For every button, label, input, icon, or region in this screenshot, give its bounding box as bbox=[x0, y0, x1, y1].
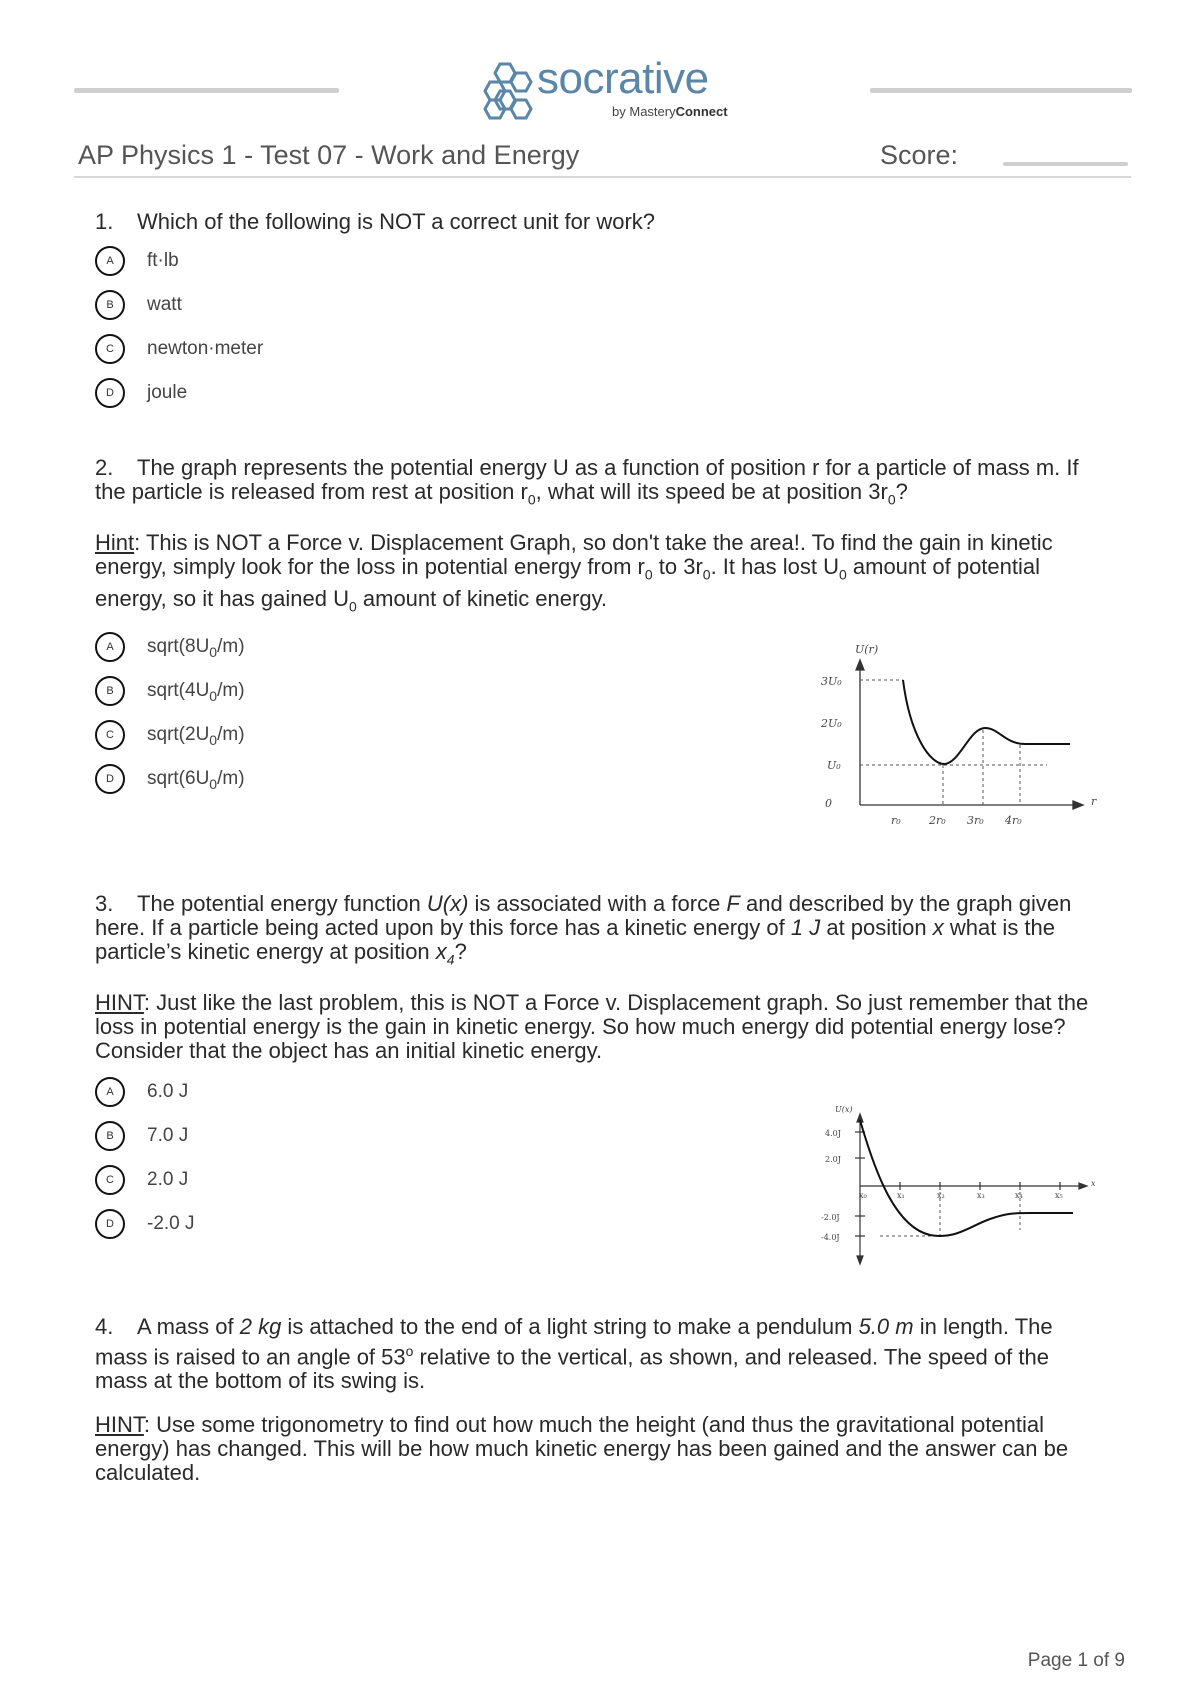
text-run: /m) bbox=[217, 680, 245, 702]
question-3-prompt bbox=[95, 892, 1105, 971]
answer-text bbox=[147, 724, 245, 748]
text-run: ? bbox=[895, 479, 908, 504]
graph-x-label: x bbox=[1091, 1179, 1096, 1188]
graph-x-tick: 3r₀ bbox=[967, 814, 984, 827]
answer-bubble[interactable]: C bbox=[95, 334, 125, 364]
answer-bubble[interactable]: B bbox=[95, 290, 125, 320]
graph-x-tick: x₃ bbox=[977, 1191, 985, 1200]
question-1-prompt bbox=[95, 210, 1105, 234]
text-run: /m) bbox=[217, 768, 245, 790]
text-run: in length. The mass is raised to an angle of 53 bbox=[95, 1314, 1053, 1370]
text-run: . It has lost U bbox=[710, 554, 839, 580]
logo-wordmark: socrative bbox=[537, 54, 709, 103]
hint-label: Hint bbox=[95, 530, 135, 556]
hint-label: HINT bbox=[95, 990, 144, 1016]
graph-x-tick: r₀ bbox=[891, 814, 901, 827]
graph-x-tick: x₄ bbox=[1015, 1191, 1023, 1200]
answer-text: -2.0 J bbox=[147, 1213, 195, 1235]
title-row bbox=[78, 140, 1130, 180]
text-run: to 3r bbox=[652, 554, 703, 580]
graph-y-label: U(r) bbox=[855, 643, 879, 656]
text-run: is attached to the end of a light string to make a pendulum bbox=[281, 1314, 859, 1339]
text-run: The potential energy function bbox=[137, 891, 427, 916]
graph-x-tick: x₂ bbox=[937, 1191, 945, 1200]
subscript: 4 bbox=[446, 951, 455, 968]
answer-options bbox=[95, 242, 1105, 418]
graph-y-arrow-down bbox=[857, 1256, 863, 1264]
graph-y-tick: -2.0J bbox=[821, 1213, 840, 1222]
title-rule bbox=[74, 176, 1131, 178]
text-run: relative to the vertical, as shown, and released. The speed of the mass at the bottom of its swing is. bbox=[95, 1344, 1049, 1394]
subscript: 0 bbox=[887, 491, 896, 508]
logo-by: by bbox=[612, 104, 626, 119]
graph-curve bbox=[903, 680, 1070, 764]
question-2-prompt bbox=[95, 456, 1105, 511]
graph-y-tick: U₀ bbox=[827, 759, 841, 772]
subscript: 0 bbox=[209, 731, 218, 748]
text-run: /m) bbox=[217, 724, 245, 746]
italic-text: U(x) bbox=[426, 891, 469, 916]
graph-y-label: U(x) bbox=[835, 1105, 853, 1114]
question-4-hint bbox=[95, 1413, 1105, 1485]
answer-bubble[interactable]: B bbox=[95, 1121, 125, 1151]
graph-y-tick: 3U₀ bbox=[821, 675, 842, 688]
answer-option-b[interactable] bbox=[95, 286, 1105, 330]
italic-text: F bbox=[726, 891, 740, 916]
graph-x-label: r bbox=[1091, 795, 1097, 808]
question-text: Which of the following is NOT a correct unit for work? bbox=[137, 209, 656, 234]
logo-subtitle bbox=[612, 104, 728, 119]
page-title: AP Physics 1 - Test 07 - Work and Energy bbox=[78, 140, 580, 170]
text-run: ? bbox=[454, 939, 467, 964]
answer-text: ft·lb bbox=[147, 250, 179, 271]
graph-curve bbox=[860, 1120, 1073, 1236]
answer-option-d[interactable] bbox=[95, 374, 1105, 418]
hint-label: HINT bbox=[95, 1412, 144, 1438]
text-run: what is the particle’s kinetic energy at position bbox=[95, 915, 1056, 964]
graph-y-tick: 2.0J bbox=[825, 1155, 841, 1164]
answer-text: watt bbox=[147, 294, 182, 315]
graph-x-tick: x₅ bbox=[1055, 1191, 1063, 1200]
answer-text: 7.0 J bbox=[147, 1125, 189, 1147]
potential-energy-graph-q3 bbox=[815, 1102, 1105, 1277]
answer-text: joule bbox=[147, 382, 188, 403]
logo-mastery: Mastery bbox=[629, 104, 676, 119]
potential-energy-graph-q2 bbox=[815, 640, 1105, 830]
answer-option-a[interactable] bbox=[95, 242, 1105, 286]
text-run: , what will its speed be at position 3r bbox=[535, 479, 888, 504]
graph-y-tick: 4.0J bbox=[825, 1129, 841, 1138]
text-run: amount of potential energy, so it has gained U bbox=[95, 554, 1041, 611]
text-run: /m) bbox=[217, 636, 245, 658]
answer-bubble[interactable]: A bbox=[95, 1077, 125, 1107]
question-1 bbox=[95, 210, 1105, 418]
score-label: Score: bbox=[880, 140, 959, 170]
answer-text bbox=[147, 768, 245, 792]
graph-x-tick: 2r₀ bbox=[929, 814, 946, 827]
question-number: 4. bbox=[95, 1314, 114, 1339]
answer-bubble[interactable]: C bbox=[95, 720, 125, 750]
graph-y-arrow bbox=[856, 660, 864, 670]
answer-text: 6.0 J bbox=[147, 1081, 189, 1103]
answer-text bbox=[147, 680, 245, 704]
graph-x-arrow bbox=[1079, 1183, 1087, 1189]
italic-text: 2 kg bbox=[239, 1314, 282, 1339]
answer-text: 2.0 J bbox=[147, 1169, 189, 1191]
answer-bubble[interactable]: B bbox=[95, 676, 125, 706]
question-number: 3. bbox=[95, 891, 114, 916]
subscript: 0 bbox=[702, 566, 711, 583]
question-number: 2. bbox=[95, 455, 114, 480]
text-run: sqrt(4U bbox=[147, 680, 210, 702]
graph-x-tick: 4r₀ bbox=[1005, 814, 1022, 827]
text-run: : This is NOT a Force v. Displacement Graph, so don't take the area!. To find the gain in kinetic energy, simply look for the loss in potential energy from r bbox=[95, 530, 1053, 580]
text-run: sqrt(8U bbox=[147, 636, 210, 658]
question-3-hint bbox=[95, 991, 1105, 1063]
graph-y-tick: 0 bbox=[825, 797, 832, 810]
question-4 bbox=[95, 1315, 1105, 1485]
hexagon-logo-icon bbox=[480, 60, 538, 120]
text-run: sqrt(2U bbox=[147, 724, 210, 746]
subscript: 0 bbox=[527, 491, 536, 508]
subscript: 0 bbox=[209, 643, 218, 660]
text-run: at position bbox=[820, 915, 933, 940]
italic-text: 5.0 m bbox=[858, 1314, 914, 1339]
text-run: A mass of bbox=[137, 1314, 240, 1339]
answer-text: newton·meter bbox=[147, 338, 264, 359]
page-number: Page 1 of 9 bbox=[1027, 1650, 1125, 1671]
question-4-prompt bbox=[95, 1315, 1105, 1393]
logo-connect: Connect bbox=[675, 104, 728, 119]
superscript: o bbox=[405, 1343, 414, 1359]
subscript: 0 bbox=[209, 775, 218, 792]
graph-y-tick: -4.0J bbox=[821, 1233, 840, 1242]
italic-text: 1 J bbox=[790, 915, 821, 940]
text-run: The graph represents the potential energy U as a function of position r for a particle of mass m. If the particle is released from rest at position r bbox=[95, 455, 1079, 504]
subscript: 0 bbox=[644, 566, 653, 583]
answer-bubble[interactable]: D bbox=[95, 1209, 125, 1239]
question-number: 1. bbox=[95, 209, 114, 234]
socrative-logo bbox=[480, 54, 740, 130]
text-run: sqrt(6U bbox=[147, 768, 210, 790]
graph-x-tick: x₀ bbox=[859, 1191, 867, 1200]
answer-bubble[interactable]: C bbox=[95, 1165, 125, 1195]
header-rule-left bbox=[74, 88, 339, 93]
subscript: 0 bbox=[348, 598, 357, 615]
text-run: is associated with a force bbox=[468, 891, 727, 916]
answer-bubble[interactable]: A bbox=[95, 632, 125, 662]
score-field bbox=[1003, 162, 1128, 166]
answer-bubble[interactable]: D bbox=[95, 764, 125, 794]
answer-bubble[interactable]: A bbox=[95, 246, 125, 276]
answer-text bbox=[147, 636, 245, 660]
answer-bubble[interactable]: D bbox=[95, 378, 125, 408]
italic-text: x bbox=[932, 915, 944, 940]
graph-y-tick: 2U₀ bbox=[821, 717, 842, 730]
hint-text: : Just like the last problem, this is NOT a Force v. Displacement graph. So just remember that the loss in potential energy is the gain in kinetic energy. So how much energy did potential energy lose? Consider that the object has an initial kinetic energy. bbox=[95, 990, 1089, 1064]
header-rule-right bbox=[870, 88, 1132, 93]
hint-text: : Use some trigonometry to find out how much the height (and thus the gravitational potential energy) has changed. This will be how much kinetic energy has been gained and the answer can be calculated. bbox=[95, 1412, 1069, 1486]
graph-x-arrow bbox=[1073, 801, 1083, 809]
text-run: and described by the graph given here. If a particle being acted upon by this force has a kinetic energy of bbox=[95, 891, 1072, 940]
graph-x-tick: x₁ bbox=[897, 1191, 905, 1200]
subscript: 0 bbox=[209, 687, 218, 704]
text-run: amount of kinetic energy. bbox=[356, 585, 608, 611]
answer-option-c[interactable] bbox=[95, 330, 1105, 374]
subscript: 0 bbox=[838, 566, 847, 583]
question-2-hint bbox=[95, 531, 1105, 618]
italic-text: x bbox=[435, 939, 447, 964]
